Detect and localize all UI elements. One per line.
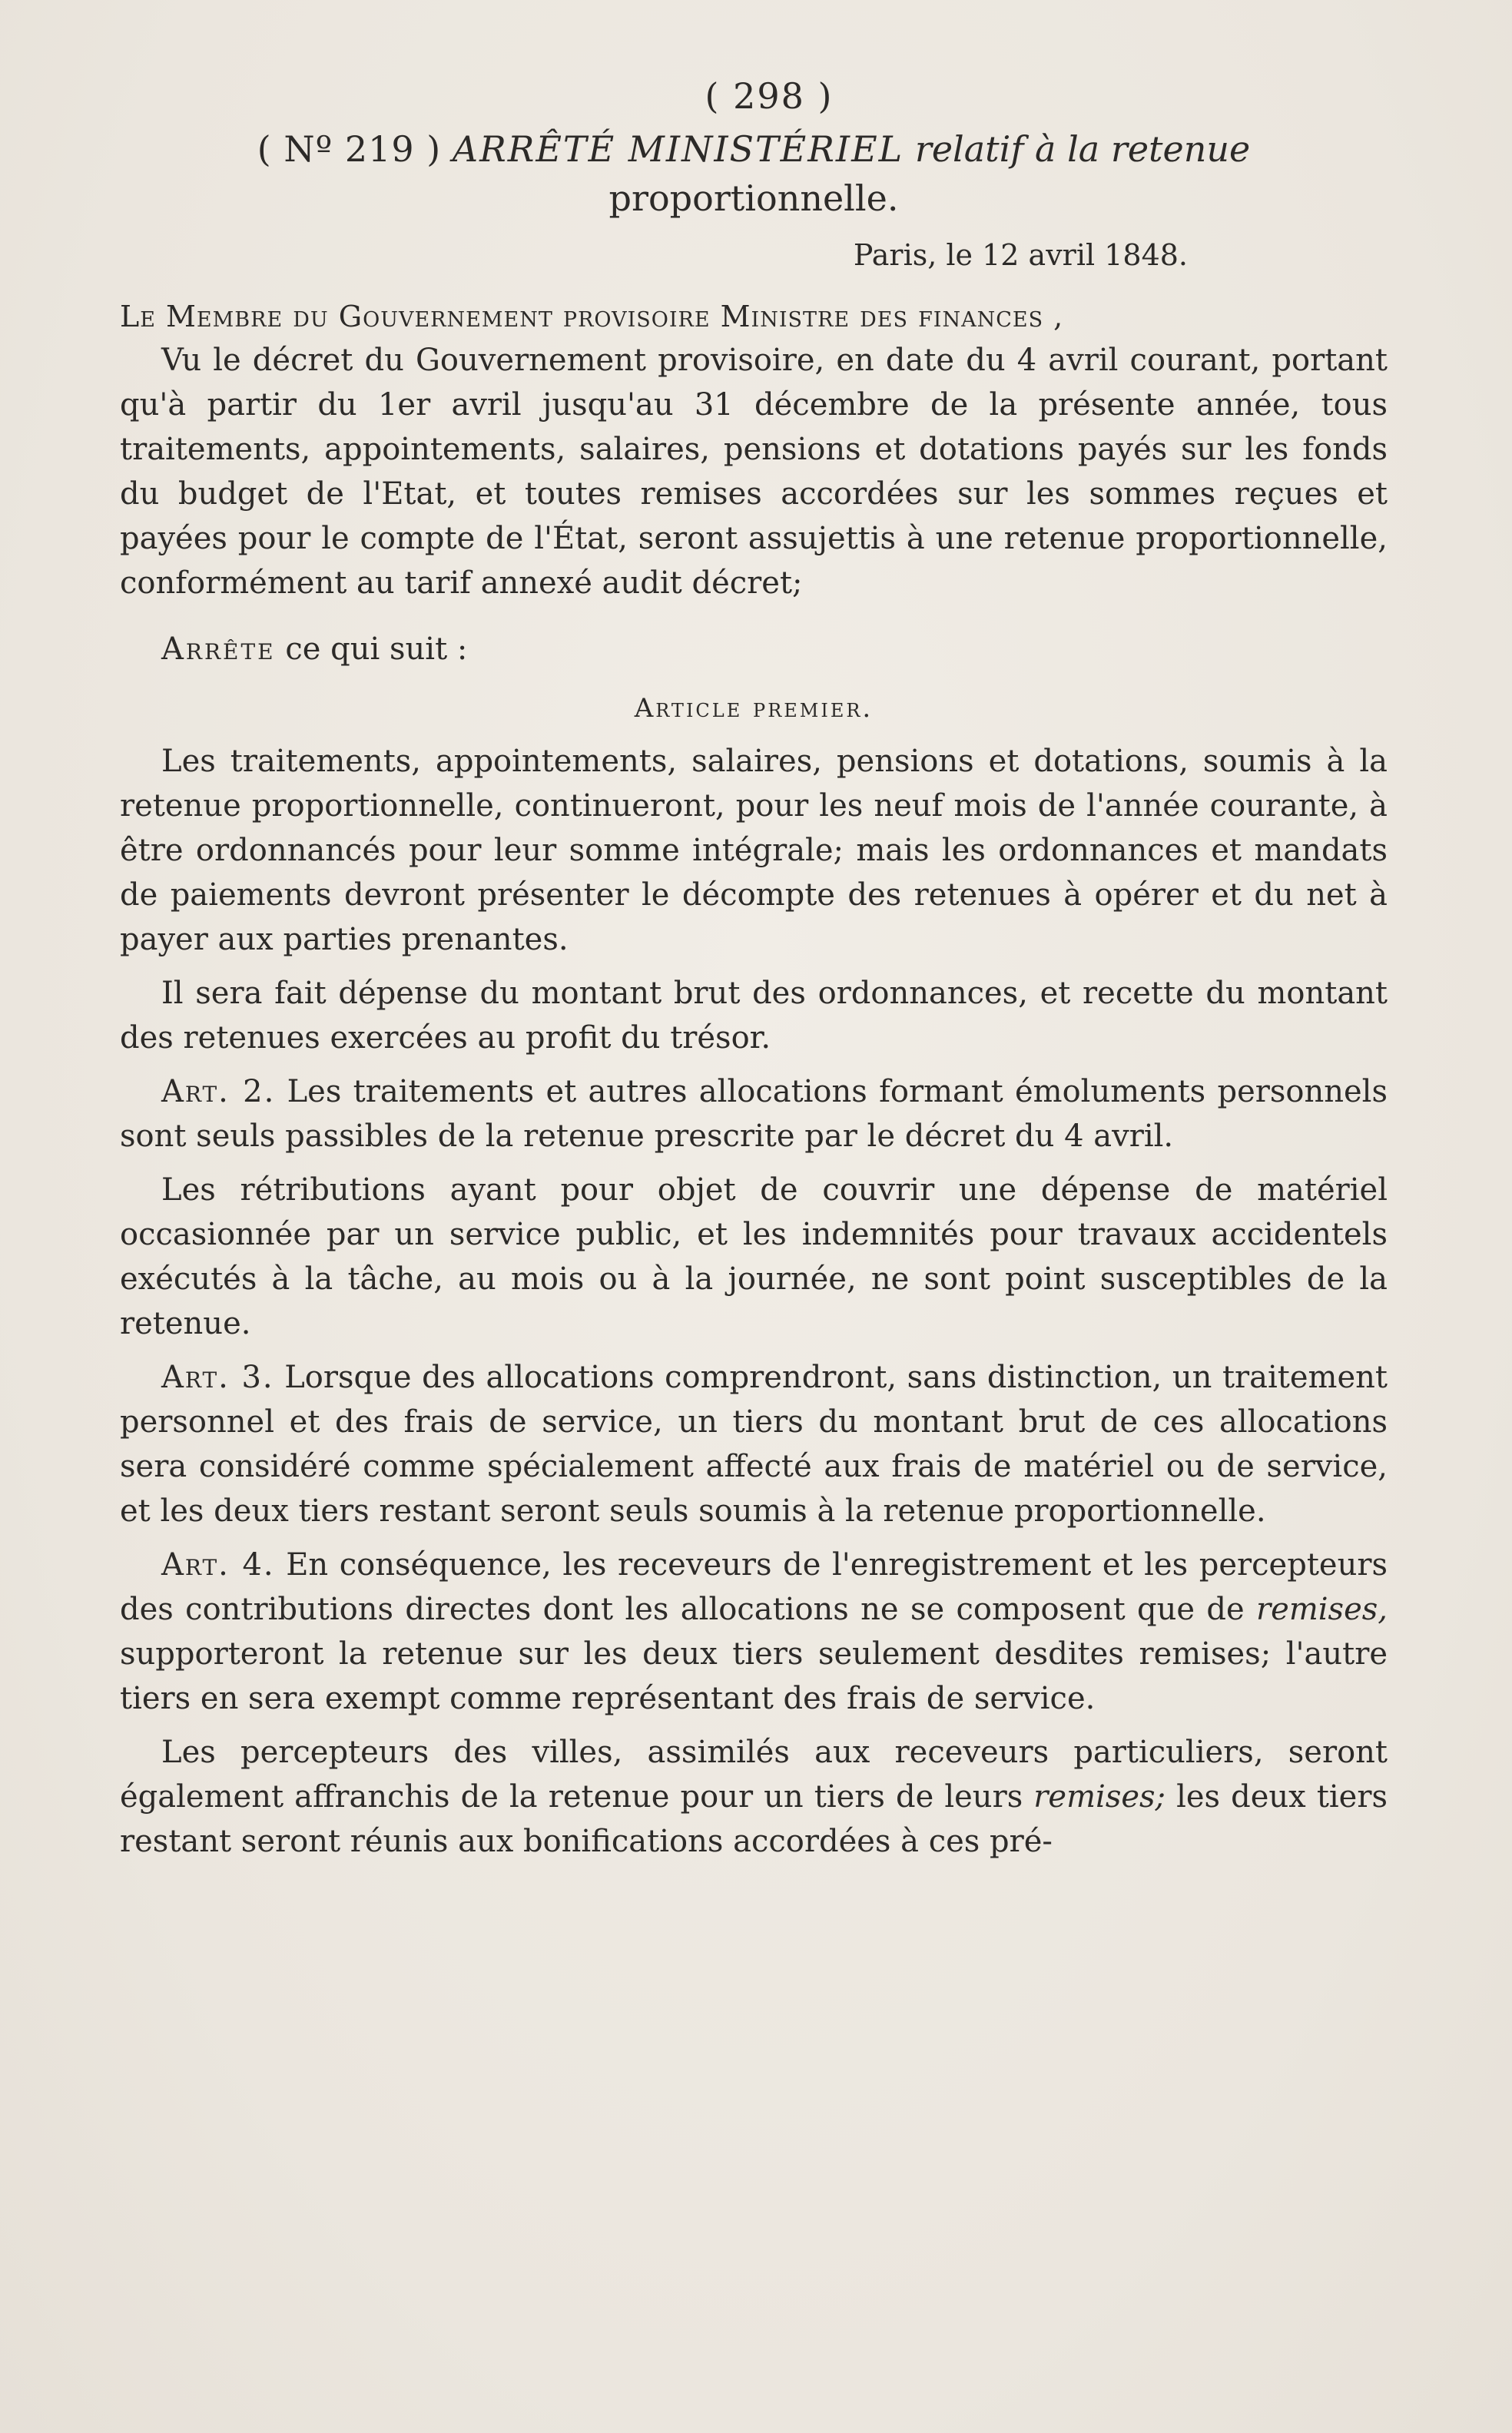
issuing-authority: Le Membre du Gouvernement provisoire Ministre des finances , [120, 300, 1064, 333]
document-subject-continued: proportionnelle. [608, 177, 899, 219]
arrete-label: Arrête [161, 631, 276, 667]
article4-p2-text-a: Les percepteurs des villes, assimilés aux receveurs particuliers, seront également affranchis de la retenue pour un tiers de leurs [120, 1735, 1388, 1815]
article1-paragraph1: Les traitements, appointements, salaires, pensions et dotations, soumis à la retenue proportionnelle, continueront, pour les neuf mois de l'année courante, à être ordonnancés pour leur somme intégrale; mais les ordonnances et mandats de paiements devront présenter le décompte des retenues à opérer et du net à payer aux parties prenantes. [120, 744, 1388, 957]
article-heading: Article premier. [634, 693, 874, 724]
article1-paragraph2: Il sera fait dépense du montant brut des ordonnances, et recette du montant des retenues exercées au profit du trésor. [120, 976, 1388, 1056]
article4-label: Art. 4. [161, 1547, 275, 1583]
article2-paragraph1 [120, 1069, 1388, 1158]
article4-emphasis: remises, [1256, 1592, 1388, 1627]
article2-paragraph2: Les rétributions ayant pour objet de couvrir une dépense de matériel occasionnée par un service public, et les indemnités pour travaux accidentels exécutés à la tâche, au mois ou à la journée, ne sont point susceptibles de la retenue. [120, 1172, 1388, 1341]
article3-paragraph1 [120, 1355, 1388, 1533]
article4-text-b: supporteront la retenue sur les deux tiers seulement desdites remises; l'autre tiers en sera exempt comme représentant des frais de service. [120, 1636, 1388, 1716]
article2-label: Art. 2. [161, 1074, 276, 1109]
page-number: ( 298 ) [705, 75, 834, 117]
preamble-paragraph: Vu le décret du Gouvernement provisoire, en date du 4 avril courant, portant qu'à partir du 1er avril jusqu'au 31 décembre de la présente année, tous traitements, appointements, salaires, pensions et dotations payés sur les fonds du budget de l'Etat, et toutes remises accordées sur les sommes reçues et payées pour le compte de l'État, seront assujettis à une retenue proportionnelle, conformément au tarif annexé audit décret; [120, 343, 1388, 601]
article4-paragraph2 [120, 1730, 1388, 1864]
article2-text: Les traitements et autres allocations formant émoluments personnels sont seuls passibles de la retenue prescrite par le décret du 4 avril. [120, 1074, 1388, 1154]
article4-p2-text-b: les deux tiers restant seront réunis aux bonifications accordées à ces pré- [120, 1779, 1388, 1859]
document-number: ( Nº 219 ) [257, 128, 442, 170]
document-type: ARRÊTÉ MINISTÉRIEL [452, 128, 904, 170]
arrete-line [120, 627, 1388, 671]
article4-paragraph1 [120, 1543, 1388, 1721]
document-title [120, 124, 1388, 174]
article4-p2-emphasis: remises; [1033, 1779, 1166, 1815]
date-line: Paris, le 12 avril 1848. [853, 238, 1188, 272]
page-content [120, 68, 1388, 1873]
article3-text: Lorsque des allocations comprendront, sans distinction, un traitement personnel et des frais de service, un tiers du montant brut de ces allocations sera considéré comme spécialement affecté aux frais de matériel ou de service, et les deux tiers restant seront seuls soumis à la retenue proportionnelle. [120, 1360, 1388, 1529]
document-subject: relatif à la retenue [914, 128, 1251, 170]
article3-label: Art. 3. [161, 1360, 274, 1395]
arrete-text: ce qui suit : [275, 631, 468, 667]
article4-text-a: En conséquence, les receveurs de l'enregistrement et les percepteurs des contributions directes dont les allocations ne se composent que de [120, 1547, 1388, 1627]
